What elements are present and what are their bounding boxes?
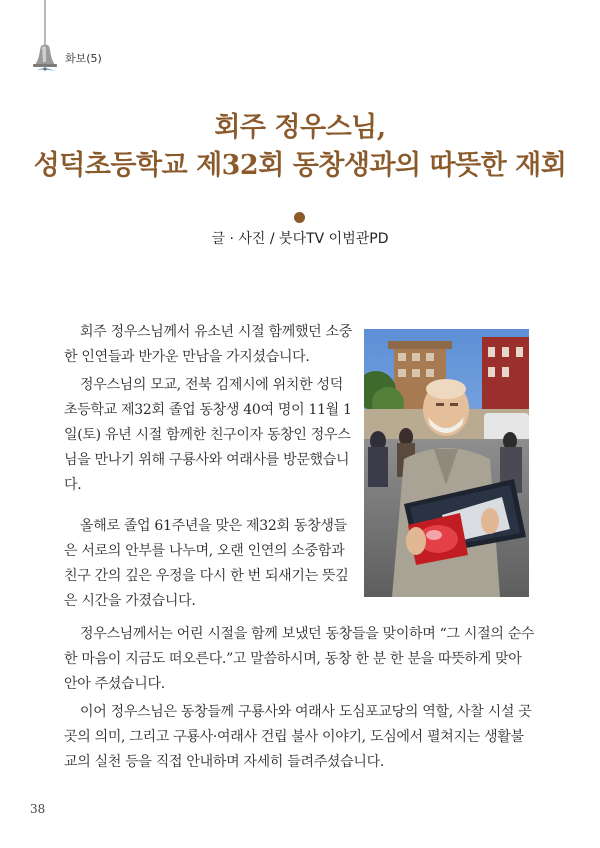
temple-bell-icon bbox=[30, 42, 60, 74]
page-number: 38 bbox=[30, 802, 46, 816]
article-paragraph: 올해로 졸업 61주년을 맞은 제32회 동창생들은 서로의 안부를 나누며, 오랜 인연의 소중함과 친구 간의 깊은 우정을 다시 한 번 되새기는 뜻깊은 시간을 가졌습니다. bbox=[64, 518, 349, 609]
bell-hanger-line bbox=[44, 0, 46, 46]
article-title-line-1: 회주 정우스님, bbox=[214, 112, 386, 143]
article-paragraph: 이어 정우스님은 동창들께 구룡사와 여래사 도심포교당의 역할, 사찰 시설 곳곳의 의미, 그리고 구룡사·여래사 건립 불사 이야기, 도심에서 펼쳐지는 생활불교의 실천 등을 직접 안내하며 자세히 들려주셨습니다. bbox=[64, 704, 532, 770]
article-paragraph: 정우스님의 모교, 전북 김제시에 위치한 성덕초등학교 제32회 졸업 동창생 40여 명이 11월 1일(토) 유년 시절 함께한 친구이자 동창인 정우스님을 만나기 위해 구룡사와 여래사를 방문했습니다. bbox=[64, 377, 352, 493]
article-paragraph: 정우스님께서는 어린 시절을 함께 보냈던 동창들을 맞이하며 “그 시절의 순수한 마음이 지금도 떠오른다.”고 말씀하시며, 동창 한 분 한 분을 따뜻하게 맞아 안아 주셨습니다. bbox=[64, 626, 535, 692]
byline: 글 · 사진 / 붓다TV 이범관PD bbox=[211, 231, 389, 247]
article-title-line-2: 성덕초등학교 제32회 동창생과의 따뜻한 재회 bbox=[33, 150, 567, 181]
article-paragraph: 회주 정우스님께서 유소년 시절 함께했던 소중한 인연들과 반가운 만남을 가지셨습니다. bbox=[64, 324, 353, 365]
section-label: 화보(5) bbox=[65, 52, 102, 65]
article-photo bbox=[364, 329, 529, 597]
title-divider-dot bbox=[294, 212, 305, 223]
